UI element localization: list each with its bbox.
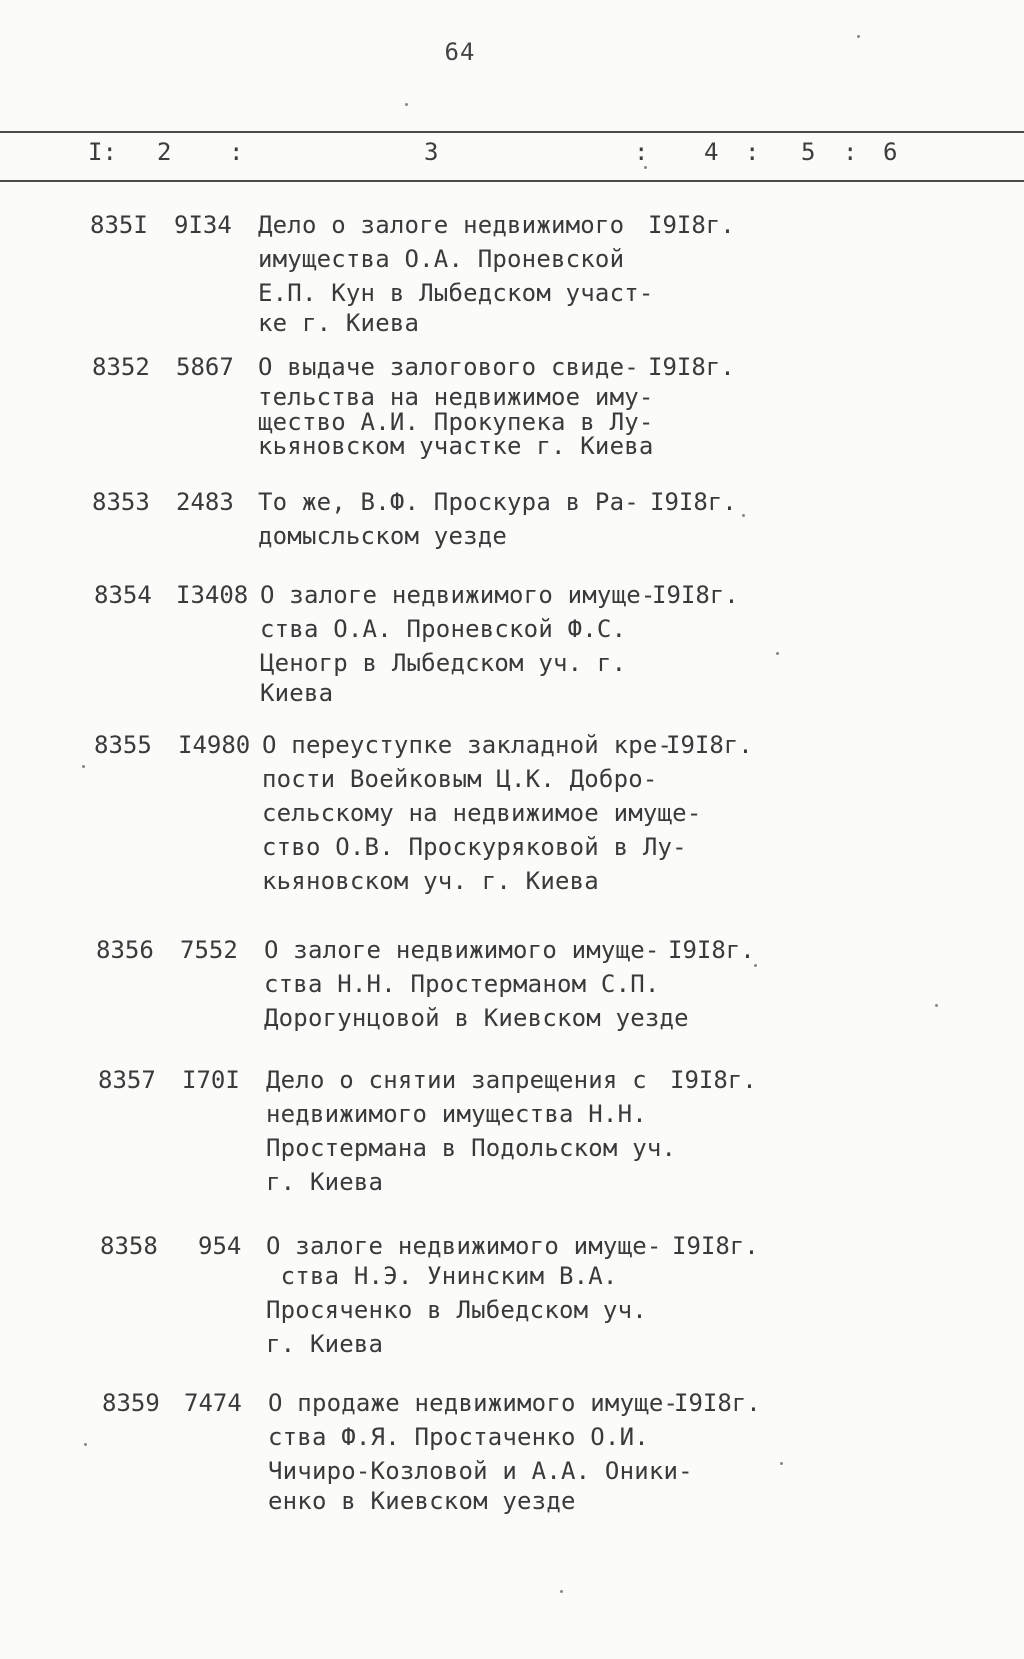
entry-description-line: домысльском уезде [258, 522, 508, 550]
entry-unit-number: 954 [198, 1232, 242, 1260]
entry-description-line: Е.П. Кун в Лыбедском участ- [258, 279, 654, 307]
entry-year: I9I8г. [650, 488, 737, 516]
entry-year: I9I8г. [668, 936, 755, 964]
entry-unit-number: 2483 [176, 488, 234, 516]
entry-unit-number: 7552 [180, 936, 238, 964]
entry-unit-number: 5867 [176, 353, 234, 381]
entry-year: I9I8г. [672, 1232, 759, 1260]
header-col-4: 4 [704, 138, 719, 166]
entry-description-line: О залоге недвижимого имуще- [260, 581, 656, 609]
entry-year: I9I8г. [674, 1389, 761, 1417]
entry-number: 8356 [96, 936, 154, 964]
scan-speck [84, 1443, 87, 1446]
entry-description-line: Простермана в Подольском уч. [266, 1134, 677, 1162]
scan-speck [857, 35, 860, 38]
scan-speck [776, 652, 779, 655]
entry-description-line: имущества О.А. Проневской [258, 245, 625, 273]
entry-number: 835I [90, 211, 148, 239]
entry-description-line: О залоге недвижимого имуще- [264, 936, 660, 964]
header-col-3: 3 [424, 138, 439, 166]
entry-year: I9I8г. [670, 1066, 757, 1094]
entry-description-line: ства Н.Н. Простерманом С.П. [264, 970, 660, 998]
entry-description [258, 350, 654, 458]
entry-description [266, 1063, 676, 1199]
scan-speck [742, 514, 745, 517]
header-top-rule [0, 131, 1024, 133]
entry-unit-number: 7474 [184, 1389, 242, 1417]
entry-description [260, 578, 656, 710]
header-col-5: 5 [801, 138, 816, 166]
scan-speck [935, 1004, 938, 1007]
entry-description-line: ства Ф.Я. Простаченко О.И. [268, 1423, 649, 1451]
entry-description-line: Дело о залоге недвижимого [258, 211, 625, 239]
header-col-1: I: [88, 138, 117, 166]
entry-description [266, 1229, 662, 1361]
entry-number: 8354 [94, 581, 152, 609]
entry-unit-number: 9I34 [174, 211, 232, 239]
entry-description-line: О залоге недвижимого имуще- [266, 1232, 662, 1260]
entry-description [258, 485, 639, 553]
column-header-row [0, 138, 1024, 174]
scan-speck [405, 103, 408, 106]
entry-number: 8352 [92, 353, 150, 381]
entry-description-line: О продаже недвижимого имуще- [268, 1389, 679, 1417]
header-col-6: 6 [883, 138, 898, 166]
entry-description-line: пости Воейковым Ц.К. Добро- [262, 765, 658, 793]
header-separator-1: : [229, 138, 244, 166]
entry-description-line: ства О.А. Проневской Ф.С. [260, 615, 627, 643]
entry-number: 8358 [100, 1232, 158, 1260]
entry-number: 8357 [98, 1066, 156, 1094]
entry-description [262, 728, 701, 898]
scan-speck [754, 964, 757, 967]
entry-description [268, 1386, 693, 1518]
entry-description-line: ство О.В. Проскуряковой в Лу- [262, 833, 687, 861]
page-number: 64 [444, 38, 476, 66]
entry-year: I9I8г. [648, 353, 735, 381]
entry-unit-number: I4980 [178, 731, 251, 759]
entry-description-line: ке г. Киева [258, 309, 420, 337]
entry-year: I9I8г. [652, 581, 739, 609]
entry-description-line: Дорогунцовой в Киевском уезде [264, 1004, 689, 1032]
entry-unit-number: I3408 [176, 581, 249, 609]
entry-description-line: То же, В.Ф. Проскура в Ра- [258, 488, 639, 516]
scan-speck [560, 1590, 563, 1593]
entry-description-line: г. Киева [266, 1168, 384, 1196]
scan-speck [644, 166, 647, 169]
entry-year: I9I8г. [666, 731, 753, 759]
entry-description-line: Просяченко в Лыбедском уч. [266, 1296, 647, 1324]
entry-number: 8355 [94, 731, 152, 759]
entry-description-line: Киева [260, 679, 334, 707]
scan-speck [82, 765, 85, 768]
entry-description-line: кьяновском участке г. Киева [258, 432, 654, 460]
entry-number: 8359 [102, 1389, 160, 1417]
entry-description-line: ства Н.Э. Унинским В.А. [266, 1262, 618, 1290]
entry-unit-number: I70I [182, 1066, 240, 1094]
entry-description-line: кьяновском уч. г. Киева [262, 867, 599, 895]
header-separator-3: : [745, 138, 760, 166]
entry-description-line: сельскому на недвижимое имуще- [262, 799, 702, 827]
entry-year: I9I8г. [648, 211, 735, 239]
entry-description-line: г. Киева [266, 1330, 384, 1358]
header-separator-2: : [634, 138, 649, 166]
entry-description-line: Ценогр в Лыбедском уч. г. [260, 649, 627, 677]
scan-speck [780, 1462, 783, 1465]
header-bottom-rule [0, 180, 1024, 182]
entry-description-line: О выдаче залогового свиде- [258, 353, 639, 381]
entry-description [258, 208, 654, 340]
entry-description-line: щество А.И. Прокупека в Лу- [258, 408, 654, 436]
entry-description-line: О переуступке закладной кре- [262, 731, 673, 759]
header-separator-4: : [843, 138, 858, 166]
entry-description-line: тельства на недвижимое иму- [258, 383, 654, 411]
entry-description-line: Чичиро-Козловой и А.А. Оники- [268, 1457, 693, 1485]
header-col-2: 2 [157, 138, 172, 166]
entry-description-line: недвижимого имущества Н.Н. [266, 1100, 647, 1128]
entry-description-line: енко в Киевском уезде [268, 1487, 576, 1515]
entry-number: 8353 [92, 488, 150, 516]
entry-description-line: Дело о снятии запрещения с [266, 1066, 647, 1094]
entry-description [264, 933, 689, 1035]
